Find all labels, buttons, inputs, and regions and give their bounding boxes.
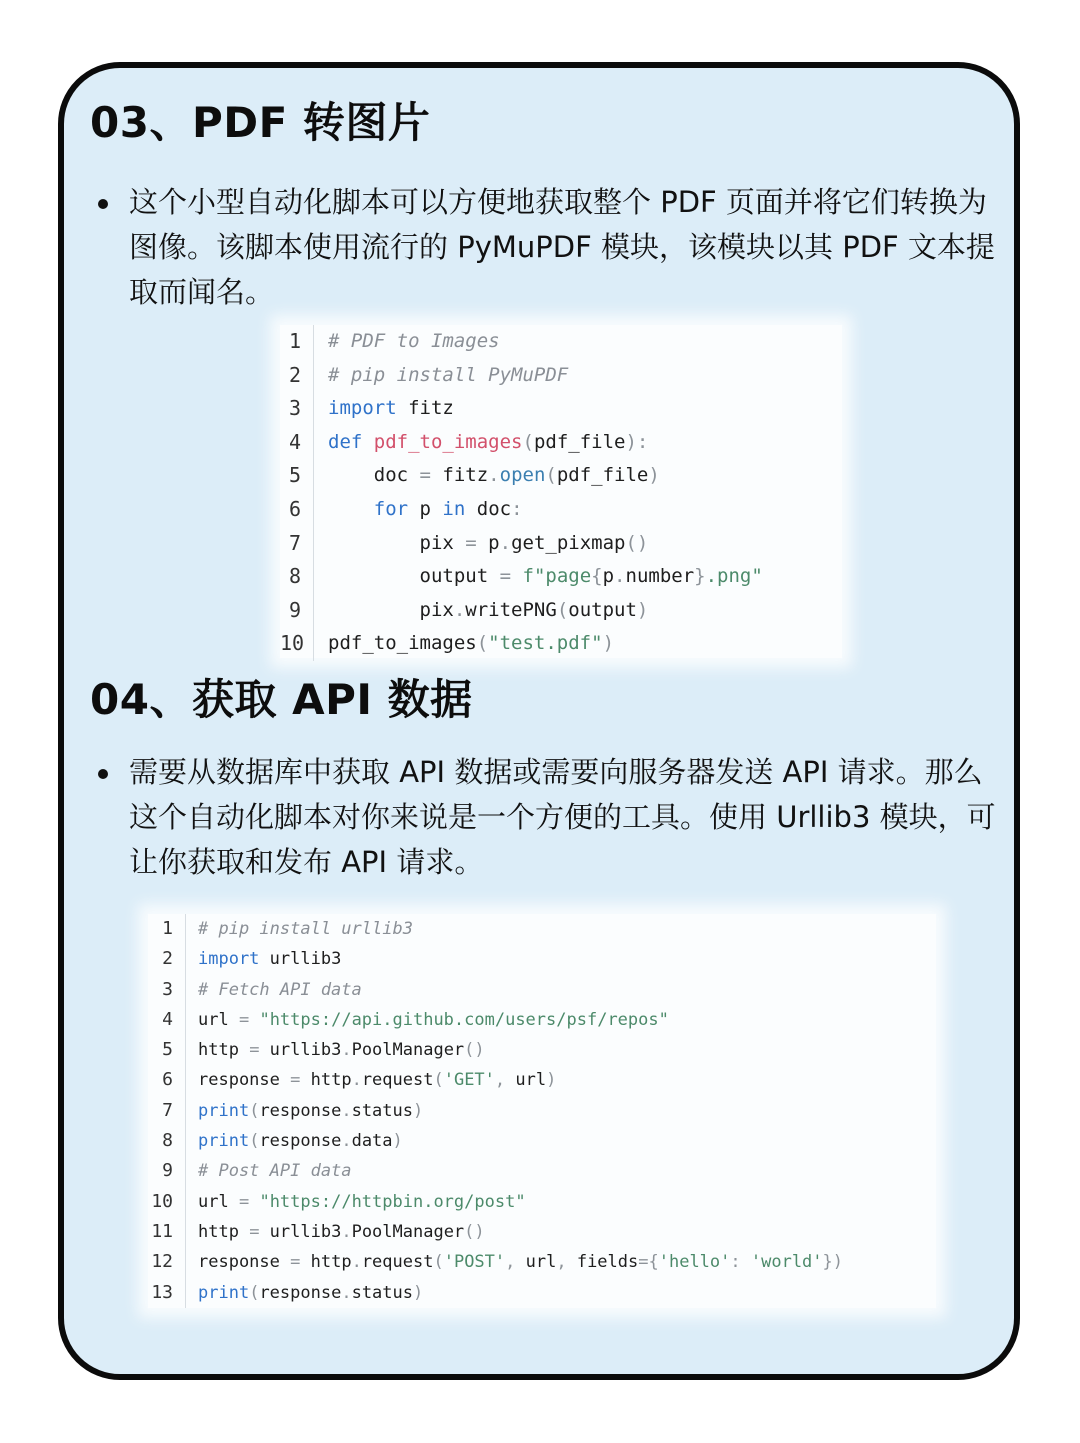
- code-token: (: [433, 1070, 444, 1091]
- line-number: 3: [280, 392, 314, 426]
- code-token: fitz: [430, 464, 489, 487]
- code-token: (): [464, 1221, 485, 1242]
- bullet-text: 这个小型自动化脚本可以方便地获取整个 PDF 页面并将它们转换为图像。该脚本使用流行的 PyMuPDF 模块，该模块以其 PDF 文本提取而闻名。: [129, 185, 995, 309]
- line-number: 7: [148, 1096, 186, 1126]
- code-line: [148, 1247, 936, 1277]
- code-token: for: [373, 497, 409, 520]
- code-line: [280, 325, 842, 359]
- line-number: 7: [280, 527, 314, 561]
- code-token: f"page: [522, 565, 592, 588]
- code-token: response: [198, 1070, 291, 1091]
- code-token: url: [198, 1191, 239, 1212]
- bullet-paragraph-pdf-to-image: [98, 180, 1010, 315]
- code-token: .png": [705, 565, 763, 588]
- code-text: [314, 426, 842, 460]
- code-line: [148, 1035, 936, 1065]
- code-text: [186, 1278, 936, 1308]
- code-line: [280, 627, 842, 661]
- code-line: [148, 944, 936, 974]
- code-token: :: [730, 1252, 751, 1273]
- code-token: }: [694, 565, 706, 588]
- code-token: =: [238, 1191, 250, 1212]
- code-token: ={: [638, 1252, 659, 1273]
- line-number: 4: [148, 1005, 186, 1035]
- code-token: .: [341, 1282, 352, 1303]
- code-token: ,: [505, 1252, 526, 1273]
- code-token: writePNG: [465, 598, 557, 621]
- code-token: (): [464, 1040, 485, 1061]
- code-token: url: [515, 1070, 547, 1091]
- code-token: request: [361, 1070, 434, 1091]
- bullet-paragraph-fetch-api-data: [98, 750, 1010, 885]
- code-token: get_pixmap: [511, 531, 626, 554]
- code-token: pix: [328, 531, 466, 554]
- line-number: 3: [148, 975, 186, 1005]
- code-line: [148, 1187, 936, 1217]
- code-line: [148, 1156, 936, 1186]
- code-token: response: [198, 1252, 291, 1273]
- line-number: 13: [148, 1278, 186, 1308]
- code-token: in: [442, 497, 466, 520]
- code-token: [249, 1192, 259, 1212]
- code-token: ):: [625, 430, 649, 453]
- code-token: data: [351, 1131, 393, 1152]
- code-token: response: [259, 1282, 342, 1303]
- code-text: [186, 944, 936, 974]
- code-token: urllib3: [259, 1040, 342, 1061]
- line-number: 8: [148, 1126, 186, 1156]
- line-number: 12: [148, 1247, 186, 1277]
- code-token: (: [556, 598, 569, 621]
- code-token: :: [511, 497, 523, 520]
- code-token: p: [476, 531, 500, 554]
- code-token: status: [351, 1282, 413, 1303]
- line-number: 2: [148, 944, 186, 974]
- code-token: ,: [494, 1070, 516, 1091]
- code-token: =: [499, 565, 512, 588]
- code-token: .: [341, 1040, 352, 1061]
- line-number: 2: [280, 359, 314, 393]
- code-token: .: [499, 531, 512, 554]
- line-number: 6: [280, 493, 314, 527]
- code-text: [186, 1126, 936, 1156]
- code-token: (: [476, 632, 489, 655]
- code-token: http: [198, 1040, 250, 1061]
- line-number: 4: [280, 426, 314, 460]
- code-token: request: [361, 1252, 434, 1273]
- code-token: output: [328, 565, 500, 588]
- section-heading-pdf-to-image: 03、PDF 转图片: [90, 98, 431, 147]
- code-token: output: [568, 598, 637, 621]
- code-token: def: [328, 430, 363, 453]
- code-text: [186, 1247, 936, 1277]
- code-token: .: [351, 1252, 362, 1273]
- code-text: [186, 914, 936, 944]
- code-token: open: [499, 464, 546, 487]
- code-token: 'GET': [443, 1070, 495, 1091]
- section-heading-fetch-api-data: 04、获取 API 数据: [90, 675, 473, 724]
- code-token: "https://httpbin.org/post": [259, 1191, 526, 1212]
- code-line: [280, 493, 842, 527]
- code-token: http: [198, 1221, 250, 1242]
- code-token: =: [290, 1070, 301, 1091]
- code-text: [314, 493, 842, 527]
- code-token: fields: [576, 1252, 639, 1273]
- code-token: [328, 498, 374, 520]
- code-token: .: [341, 1221, 352, 1242]
- code-text: [314, 325, 842, 359]
- line-number: 10: [148, 1187, 186, 1217]
- code-line: [280, 426, 842, 460]
- code-token: (: [433, 1252, 444, 1273]
- code-token: 'hello': [658, 1252, 731, 1273]
- code-token: response: [259, 1100, 342, 1121]
- code-block-pdf-to-image: [280, 325, 842, 658]
- code-token: pdf_to_images: [373, 430, 523, 453]
- code-token: number: [625, 565, 695, 588]
- code-text: [186, 1065, 936, 1095]
- line-number: 5: [148, 1035, 186, 1065]
- code-token: =: [290, 1252, 301, 1273]
- code-token: url: [525, 1252, 557, 1273]
- code-token: ): [602, 632, 615, 655]
- line-number: 1: [148, 914, 186, 944]
- code-text: [314, 459, 842, 493]
- code-token: http: [300, 1070, 352, 1091]
- bullet-text: 需要从数据库中获取 API 数据或需要向服务器发送 API 请求。那么这个自动化脚本对你来说是一个方便的工具。使用 Urllib3 模块，可让你获取和发布 API 请求。: [129, 755, 996, 879]
- code-token: =: [419, 464, 431, 487]
- code-text: [314, 359, 842, 393]
- code-line: [148, 975, 936, 1005]
- code-token: ): [413, 1282, 424, 1303]
- code-text: [314, 627, 842, 661]
- code-token: (: [249, 1282, 260, 1303]
- code-token: .: [614, 565, 626, 588]
- line-number: 9: [148, 1156, 186, 1186]
- code-line: [280, 594, 842, 628]
- code-token: doc: [465, 497, 512, 520]
- code-token: [249, 1010, 259, 1030]
- code-token: (: [522, 430, 534, 453]
- code-token: p: [602, 565, 615, 588]
- code-line: [280, 359, 842, 393]
- line-number: 1: [280, 325, 314, 359]
- code-token: {: [591, 565, 603, 588]
- code-token: "test.pdf": [488, 632, 603, 655]
- code-text: [186, 1156, 936, 1186]
- code-token: pix: [328, 598, 454, 621]
- code-token: pdf_file: [533, 430, 626, 453]
- code-text: [186, 975, 936, 1005]
- code-token: # Post API data: [198, 1161, 352, 1182]
- code-token: fitz: [396, 397, 454, 420]
- code-token: urllib3: [259, 1221, 342, 1242]
- code-line: [280, 459, 842, 493]
- code-line: [148, 1096, 936, 1126]
- line-number: 11: [148, 1217, 186, 1247]
- code-text: [186, 1187, 936, 1217]
- code-token: ): [546, 1070, 557, 1091]
- code-token: # pip install urllib3: [198, 919, 413, 939]
- line-number: 8: [280, 560, 314, 594]
- code-token: response: [259, 1131, 342, 1152]
- code-token: PoolManager: [351, 1221, 465, 1242]
- code-token: [511, 565, 522, 587]
- code-token: pdf_to_images: [328, 632, 477, 655]
- code-token: .: [488, 464, 500, 487]
- code-block-fetch-api-data: [148, 914, 936, 1308]
- code-line: [148, 1126, 936, 1156]
- line-number: 6: [148, 1065, 186, 1095]
- code-token: PoolManager: [351, 1040, 465, 1061]
- line-number: 9: [280, 594, 314, 628]
- code-token: status: [351, 1100, 413, 1121]
- code-text: [314, 594, 842, 628]
- code-token: =: [249, 1221, 260, 1242]
- code-text: [314, 560, 842, 594]
- code-text: [186, 1096, 936, 1126]
- code-line: [148, 1217, 936, 1247]
- code-token: # pip install PyMuPDF: [328, 363, 569, 386]
- code-line: [148, 1065, 936, 1095]
- code-token: p: [408, 497, 443, 520]
- code-text: [186, 1005, 936, 1035]
- code-token: print: [198, 1131, 250, 1152]
- code-token: =: [249, 1040, 260, 1061]
- code-token: url: [198, 1009, 239, 1030]
- code-token: import: [198, 949, 260, 970]
- code-token: # Fetch API data: [198, 979, 362, 1000]
- code-text: [186, 1217, 936, 1247]
- code-token: .: [351, 1070, 362, 1091]
- code-token: .: [341, 1100, 352, 1121]
- line-number: 5: [280, 459, 314, 493]
- code-text: [186, 1035, 936, 1065]
- code-line: [280, 560, 842, 594]
- code-token: ): [413, 1100, 424, 1121]
- code-token: ,: [556, 1252, 577, 1273]
- code-token: =: [238, 1009, 250, 1030]
- code-line: [280, 527, 842, 561]
- code-token: print: [198, 1100, 250, 1121]
- code-token: import: [328, 397, 397, 420]
- code-token: urllib3: [259, 949, 342, 970]
- code-line: [148, 914, 936, 944]
- code-token: .: [453, 598, 466, 621]
- code-token: [362, 431, 373, 453]
- code-token: http: [300, 1252, 352, 1273]
- code-token: ): [648, 464, 660, 487]
- code-token: }): [822, 1252, 844, 1273]
- code-line: [148, 1278, 936, 1308]
- code-token: (): [625, 531, 649, 554]
- code-token: (: [545, 464, 557, 487]
- code-token: pdf_file: [556, 464, 649, 487]
- code-token: .: [341, 1131, 352, 1152]
- code-token: 'world': [750, 1252, 823, 1273]
- code-token: (: [249, 1100, 260, 1121]
- code-token: "https://api.github.com/users/psf/repos": [259, 1009, 669, 1030]
- code-line: [280, 392, 842, 426]
- code-text: [314, 392, 842, 426]
- code-text: [314, 527, 842, 561]
- code-token: 'POST': [443, 1252, 506, 1273]
- code-token: (: [249, 1131, 260, 1152]
- bullet-dot-icon: [98, 199, 108, 209]
- bullet-dot-icon: [98, 769, 108, 779]
- code-line: [148, 1005, 936, 1035]
- code-token: print: [198, 1282, 250, 1303]
- code-token: ): [392, 1131, 403, 1152]
- code-token: ): [636, 598, 649, 621]
- line-number: 10: [280, 627, 314, 661]
- code-token: =: [465, 531, 477, 554]
- code-token: # PDF to Images: [328, 330, 500, 352]
- code-token: doc: [328, 464, 420, 487]
